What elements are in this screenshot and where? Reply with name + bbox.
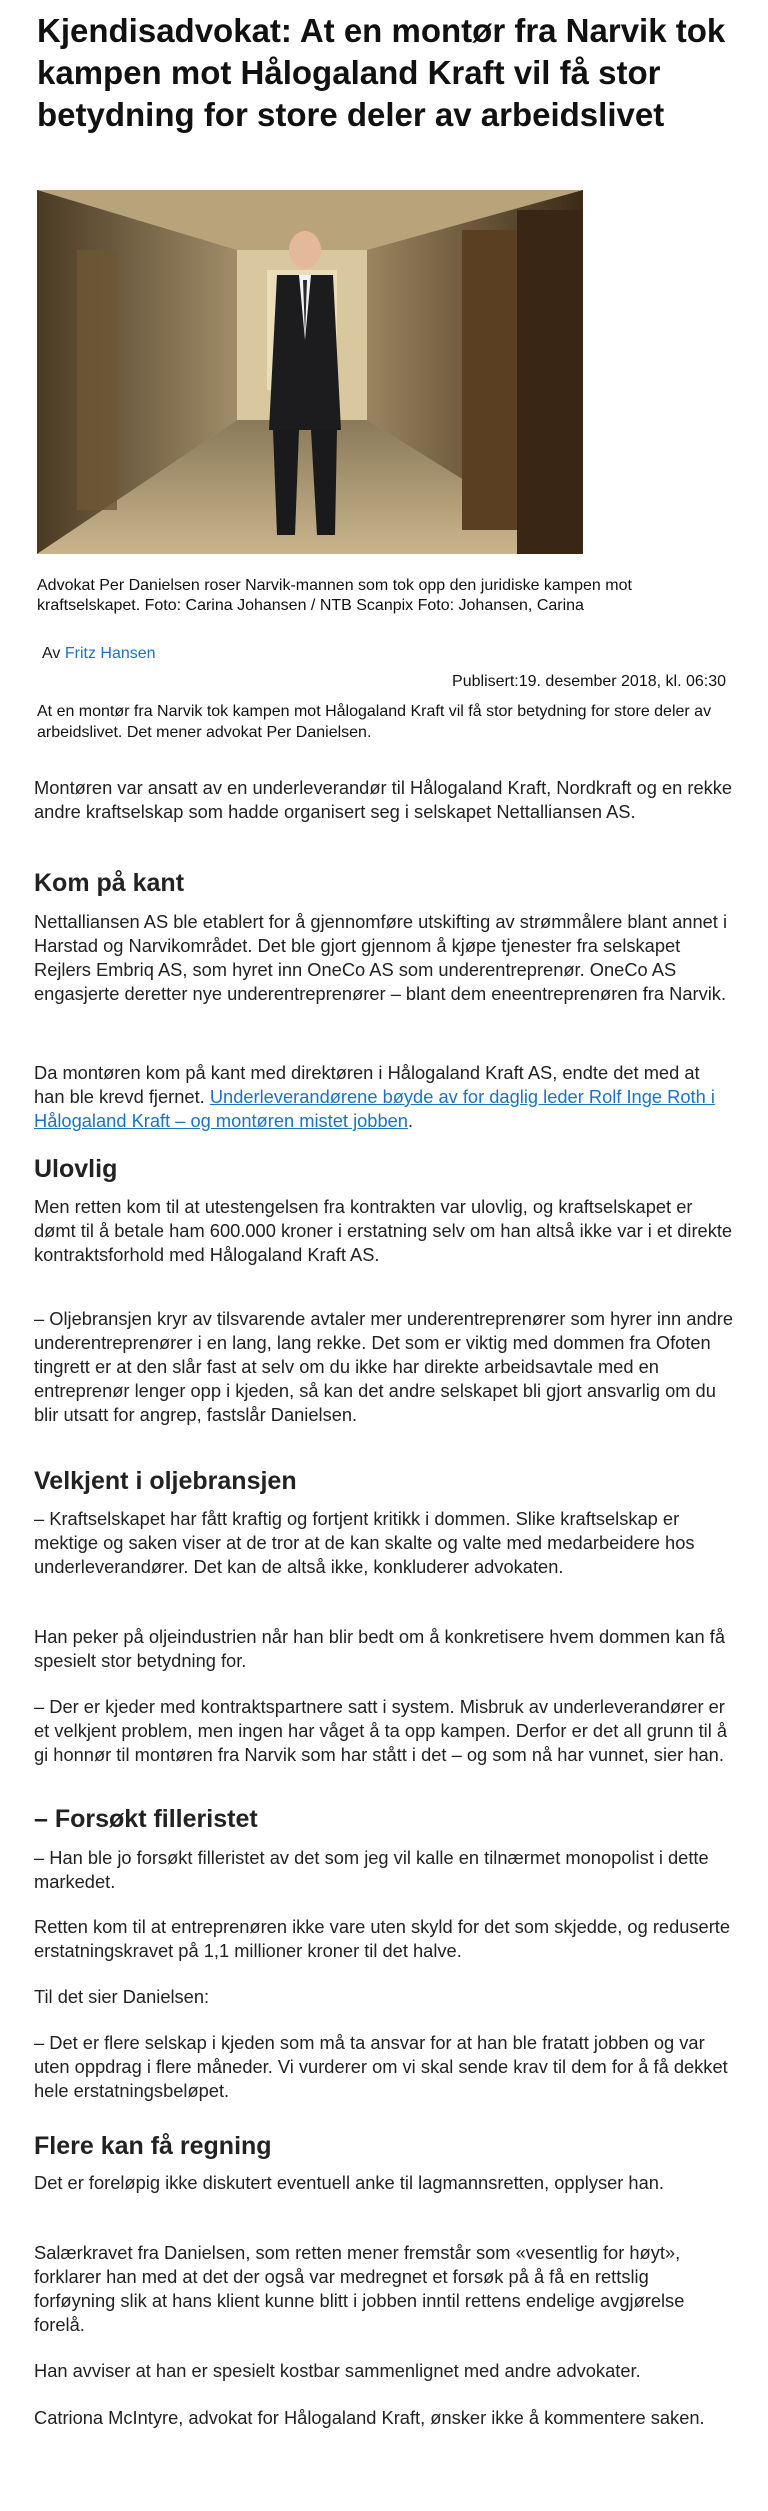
photo-caption: Advokat Per Danielsen roser Narvik-mannen som tok opp den juridiske kampen mot kraftselskapet. Foto: Carina Johansen / NTB Scanpix Foto: Johansen, Carina: [37, 577, 632, 614]
paragraph-3: [34, 1061, 734, 1133]
subheading-kom-pa-kant: Kom på kant: [34, 869, 185, 897]
subheading-flere: Flere kan få regning: [34, 2132, 272, 2160]
byline-prefix: Av: [42, 645, 61, 662]
paragraph-12: – Det er flere selskap i kjeden som må ta ansvar for at han ble fratatt jobben og var uten oppdrag i flere måneder. Vi vurderer om vi skal sende krav til dem for å få dekket hele erstatningsbeløpet.: [34, 2032, 728, 2101]
paragraph-16: Catriona McIntyre, advokat for Hålogaland Kraft, ønsker ikke å kommentere saken.: [34, 2407, 705, 2428]
subheading-velkjent: Velkjent i oljebransjen: [34, 1467, 297, 1495]
paragraph-4: Men retten kom til at utestengelsen fra kontrakten var ulovlig, og kraftselskapet er dømt til å betale ham 600.000 kroner i erstatning selv om han altså ikke var i et direkte kontraktsforhold med Hålogaland Kraft AS.: [34, 1196, 733, 1265]
hallway-photo-illustration: [37, 190, 583, 554]
paragraph-8: – Der er kjeder med kontraktspartnere satt i system. Misbruk av underleverandører er et velkjent problem, men ingen har våget å ta opp kampen. Derfor er det all grunn til å gi honnør til montøren fra Narvik som har stått i det – og som nå har vunnet, sier han.: [34, 1696, 728, 1765]
paragraph-11: Til det sier Danielsen:: [34, 1986, 210, 2007]
subheading-ulovlig: Ulovlig: [34, 1155, 118, 1183]
article-photo: [37, 190, 583, 554]
paragraph-14: Salærkravet fra Danielsen, som retten mener fremstår som «vesentlig for høyt», forklarer han med at det der også var medregnet et forsøk på å få en rettslig forføyning slik at hans klient kunne blitt i jobben inntil rettens endelige avgjørelse forelå.: [34, 2242, 685, 2335]
subheading-forsokt: – Forsøkt filleristet: [34, 1805, 258, 1833]
related-article-link[interactable]: Underleverandørene bøyde av for daglig leder Rolf Inge Roth i Hålogaland Kraft – og montøren mistet jobben: [34, 1086, 715, 1131]
paragraph-1: Montøren var ansatt av en underleverandør til Hålogaland Kraft, Nordkraft og en rekke andre kraftselskap som hadde organisert seg i selskapet Nettalliansen AS.: [34, 777, 733, 822]
paragraph-15: Han avviser at han er spesielt kostbar sammenlignet med andre advokater.: [34, 2360, 641, 2381]
article-lead: At en montør fra Narvik tok kampen mot Hålogaland Kraft vil få stor betydning for store deler av arbeidslivet. Det mener advokat Per Danielsen.: [37, 703, 712, 741]
published-date: Publisert:19. desember 2018, kl. 06:30: [452, 673, 726, 690]
author-link[interactable]: Fritz Hansen: [64, 645, 156, 662]
paragraph-10: Retten kom til at entreprenøren ikke vare uten skyld for det som skjedde, og reduserte erstatningskravet på 1,1 millioner kroner til det halve.: [34, 1916, 731, 1961]
paragraph-3-end: .: [407, 1110, 414, 1131]
article-headline: Kjendisadvokat: At en montør fra Narvik tok kampen mot Hålogaland Kraft vil få stor betydning for store deler av arbeidslivet: [37, 12, 726, 133]
paragraph-6: – Kraftselskapet har fått kraftig og fortjent kritikk i dommen. Slike kraftselskap er mektige og saken viser at de tror at de kan skalte og valte med medarbeidere hos underleverandører. Det kan de altså ikke, konkluderer advokaten.: [34, 1508, 695, 1577]
byline: [42, 644, 156, 664]
paragraph-7: Han peker på oljeindustrien når han blir bedt om å konkretisere hvem dommen kan få spesielt stor betydning for.: [34, 1626, 726, 1671]
paragraph-5: – Oljebransjen kryr av tilsvarende avtaler mer underentreprenører som hyrer inn andre underentreprenører i en lang, lang rekke. Det som er viktig med dommen fra Ofoten tingrett er at den slår fast at selv om du ikke har direkte arbeidsavtale med en entreprenør lenger opp i kjeden, så kan det andre selskapet bli gjort ansvarlig om du blir utsatt for angrep, fastslår Danielsen.: [34, 1308, 734, 1425]
paragraph-9: – Han ble jo forsøkt filleristet av det som jeg vil kalle en tilnærmet monopolist i dette markedet.: [34, 1847, 709, 1892]
paragraph-13: Det er foreløpig ikke diskutert eventuell anke til lagmannsretten, opplyser han.: [34, 2172, 665, 2193]
paragraph-3-text: Da montøren kom på kant med direktøren i Hålogaland Kraft AS, endte det med at han ble krevd fjernet.: [34, 1062, 700, 1107]
paragraph-2: Nettalliansen AS ble etablert for å gjennomføre utskifting av strømmålere blant annet i Harstad og Narvikområdet. Det ble gjort gjennom å kjøpe tjenester fra selskapet Rejlers Embriq AS, som hyret inn OneCo AS som underentreprenør. OneCo AS engasjerte deretter nye underentreprenører – blant dem eneentreprenøren fra Narvik.: [34, 911, 727, 1004]
